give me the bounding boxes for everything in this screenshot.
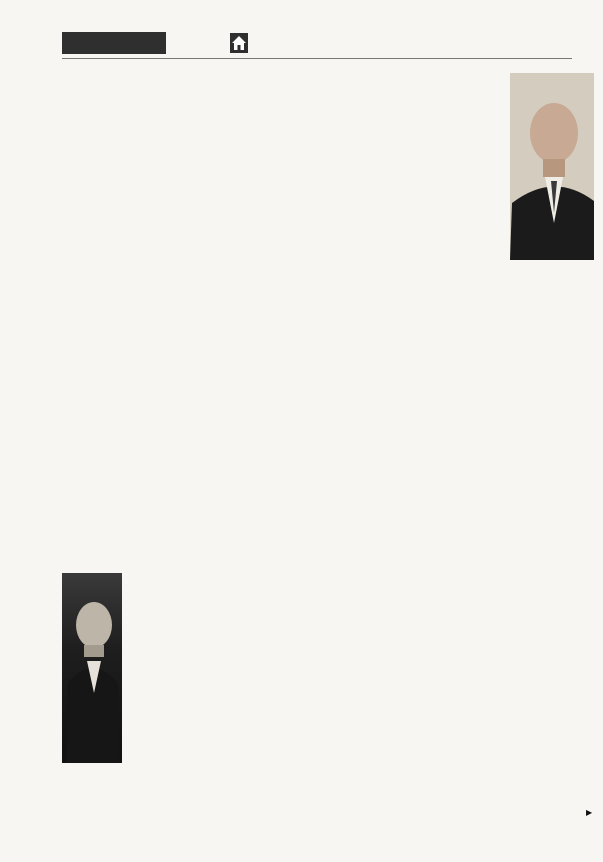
magazine-logo	[62, 32, 166, 54]
column-1	[62, 67, 207, 95]
portrait-photo-fibor	[62, 573, 122, 763]
subheading-schutz	[62, 81, 207, 95]
page-header	[62, 32, 562, 56]
portrait-photo-froschhuber	[510, 73, 594, 260]
house-icon	[230, 33, 248, 53]
continue-arrow-icon: ▶	[586, 808, 593, 817]
header-rule	[62, 58, 572, 59]
